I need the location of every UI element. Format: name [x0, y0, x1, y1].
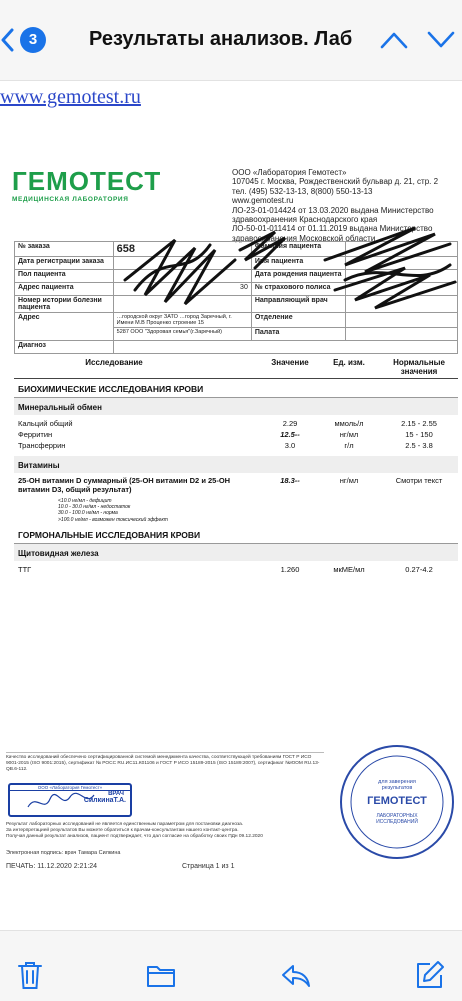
- test-unit: нг/мл: [339, 476, 359, 485]
- test-name: Трансферрин: [18, 441, 66, 450]
- table-row: [14, 565, 458, 576]
- column-header-norm: Нормальные значения: [393, 358, 445, 376]
- page-counter: Страница 1 из 1: [182, 863, 235, 870]
- table-row: [14, 441, 458, 452]
- test-norm: 15 - 150: [405, 430, 433, 439]
- trash-icon[interactable]: [14, 959, 46, 991]
- doctor-stamp: [8, 783, 132, 817]
- quality-statement: Качество исследований обеспечено сертифицированной системой менеджмента качества, соответствующей требованиям ГОСТ Р ИСО 9001-2015 (ISO 9001:2015), сертификат № РОСС RU.ИС11.К01106 и ГОСТ Р ИСО 15189-2015 (ISO 15189:2007), сертификат №ЮОМ RU.13-QB.6-112.: [6, 752, 324, 773]
- lab-info-line: здравоохранения Краснодарского края: [232, 215, 378, 225]
- test-norm: 0.27-4.2: [405, 564, 433, 574]
- compose-icon[interactable]: [414, 959, 446, 991]
- address-value: …городской округ ЗАТО …город Заречный, г. Имени М.В Проценко строение 15: [113, 313, 251, 328]
- gender-label: Пол пациента: [15, 270, 114, 283]
- table-row: [14, 476, 458, 496]
- lab-info-line: ООО «Лаборатория Гемотест»: [232, 168, 347, 177]
- lab-info-line: тел. (495) 532-13-13, 8(800) 550-13-13: [232, 186, 373, 196]
- patient-info-table: [14, 241, 458, 354]
- vitamin-d-reference-notes: [14, 498, 458, 523]
- lab-info-line: здравоохранения Московской области: [232, 233, 376, 243]
- lab-info-line: www.gemotest.ru: [232, 196, 294, 206]
- message-subject-title: Результаты анализов. Лаб: [89, 28, 353, 50]
- disclaimer-line: Результат лабораторных исследований не является единственным параметром для постановки диагноза.: [6, 822, 244, 827]
- results-table: [14, 354, 458, 576]
- clinic-value: 5287 ООО "Здоровая семья"(г.Заречный): [113, 328, 251, 341]
- test-unit: г/л: [344, 441, 354, 450]
- folder-icon[interactable]: [145, 959, 177, 991]
- gemotest-site-link[interactable]: www.gemotest.ru: [0, 86, 141, 108]
- group-thyroid: Щитовидная железа: [14, 544, 458, 561]
- patient-address-value: 30: [113, 283, 251, 296]
- disclaimer-line: За интерпретацией результатов Вы можете обратиться к врачам-консультантам нашего контакт-центра.: [6, 828, 239, 833]
- test-norm: 2.5 - 3.8: [405, 441, 433, 450]
- print-timestamp: ПЕЧАТЬ: 11.12.2020 2:21:24: [6, 863, 98, 870]
- test-unit: мкМЕ/мл: [333, 564, 365, 574]
- section-hormonal: ГОРМОНАЛЬНЫЕ ИССЛЕДОВАНИЯ КРОВИ: [14, 525, 458, 544]
- test-unit: нг/мл: [339, 430, 359, 439]
- next-message-chevron-down-icon[interactable]: [426, 29, 456, 51]
- department-label: Отделение: [251, 313, 345, 328]
- note-line: 10.0 - 30.0 нг/мл - недостаток: [58, 504, 131, 511]
- back-chevron-icon[interactable]: [0, 28, 14, 52]
- ward-label: Палата: [251, 328, 345, 341]
- lab-seal-stamp: [338, 743, 456, 861]
- note-line: <10.0 нг/мл - дефицит: [58, 498, 112, 504]
- registration-date-label: Дата регистрации заказа: [15, 257, 114, 270]
- electronic-signature: Электронная подпись: врач Тамара Силкина: [6, 850, 121, 856]
- note-line: 30.0 - 100.0 нг/мл - норма: [58, 510, 118, 517]
- seal-top-text: для заверения результатов: [378, 779, 416, 791]
- seal-bottom-text: ЛАБОРАТОРНЫХ ИССЛЕДОВАНИЙ: [376, 813, 418, 825]
- reply-icon[interactable]: [280, 959, 312, 991]
- test-value: 2.29: [282, 419, 298, 428]
- gemotest-logo: [12, 168, 167, 203]
- disclaimer-line: Получая данный результат анализов, пациент подтверждает, что дал согласие на обработку своих ПДн 09.12.2020: [6, 834, 263, 839]
- test-value: 3.0: [284, 441, 296, 450]
- doctor-stamp-org: ООО «Лаборатория Гемотест»: [10, 785, 130, 791]
- group-mineral-metabolism: Минеральный обмен: [14, 398, 458, 415]
- test-value: 12.5--: [280, 430, 300, 439]
- medical-history-label: Номер истории болезни пациента: [15, 296, 114, 313]
- test-value: 1.260: [280, 564, 300, 574]
- order-number-value: 658: [116, 243, 135, 255]
- diagnosis-label: Диагноз: [15, 341, 114, 354]
- birth-date-label: Дата рождения пациента: [251, 270, 345, 283]
- lab-info-line: ЛО-23-01-014424 от 13.03.2020 выдана Министерство: [232, 205, 434, 215]
- test-name: ТТГ: [18, 564, 32, 574]
- seal-brand: ГЕМОТЕСТ: [367, 795, 427, 807]
- top-navigation-bar: [0, 0, 462, 81]
- doctor-stamp-role: ВРАЧ: [108, 791, 124, 797]
- order-number-label: № заказа: [15, 242, 114, 257]
- note-line: >100.0 нг/мл - возможен токсический эффект: [58, 516, 168, 523]
- lab-info-line: 107045 г. Москва, Рождественский бульвар д. 21, стр. 2: [232, 177, 439, 187]
- referring-doctor-label: Направляющий врач: [251, 296, 345, 313]
- test-name: 25-ОН витамин D суммарный (25-ОН витамин D2 и 25-ОН витамин D3, общий результат): [18, 476, 231, 494]
- lab-report-document: [0, 140, 462, 930]
- column-header-unit: Ед. изм.: [333, 358, 365, 367]
- unread-count-badge[interactable]: 3: [20, 27, 46, 53]
- surname-label: Фамилия пациента: [251, 242, 345, 257]
- insurance-label: № страхового полиса: [251, 283, 345, 296]
- column-header-value: Значение: [271, 358, 309, 367]
- patient-address-label: Адрес пациента: [15, 283, 114, 296]
- lab-info-line: ЛО-50-01-011414 от 01.11.2019 выдана Министерство: [232, 224, 433, 234]
- test-norm: 2.15 - 2.55: [401, 419, 437, 428]
- lab-contact-info: [232, 168, 460, 243]
- column-header-test: Исследование: [85, 358, 143, 367]
- bottom-toolbar: [0, 930, 462, 1001]
- test-value: 18.3--: [280, 476, 300, 485]
- results-table-header: [14, 354, 458, 379]
- test-name: Ферритин: [18, 430, 53, 439]
- address-label: Адрес: [15, 313, 114, 341]
- table-row: [14, 419, 458, 430]
- test-norm: Смотри текст: [395, 476, 443, 485]
- group-vitamins: Витамины: [14, 456, 458, 473]
- previous-message-chevron-up-icon[interactable]: [379, 29, 409, 51]
- doctor-signature: [26, 791, 96, 813]
- section-biochemistry: БИОХИМИЧЕСКИЕ ИССЛЕДОВАНИЯ КРОВИ: [14, 379, 458, 398]
- logo-wordmark: ГЕМОТЕСТ: [12, 166, 162, 196]
- doctor-stamp-name: СилкинаТ.А.: [83, 797, 126, 804]
- disclaimer-block: [6, 822, 336, 840]
- test-unit: ммоль/л: [334, 419, 364, 428]
- test-name: Кальций общий: [18, 419, 73, 428]
- logo-subtitle: МЕДИЦИНСКАЯ ЛАБОРАТОРИЯ: [12, 196, 129, 203]
- first-name-label: Имя пациента: [251, 257, 345, 270]
- table-row: [14, 430, 458, 441]
